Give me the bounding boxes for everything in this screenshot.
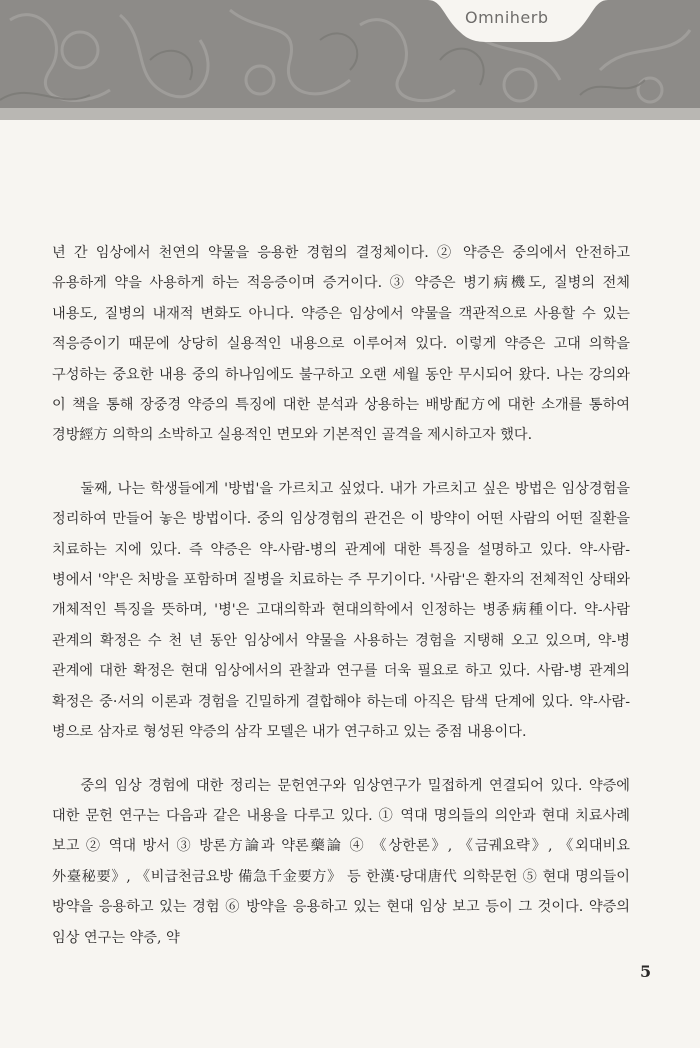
brand-name: Omniherb — [465, 8, 549, 27]
paragraph: 둘째, 나는 학생들에게 '방법'을 가르치고 싶었다. 내가 가르치고 싶은 방법은 임상경험을 정리하여 만들어 놓은 방법이다. 중의 임상경험의 관건은 이 방약이 어떤 사람의 어떤 질환을 치료하는 지에 있다. 즉 약증은 약-사람-병의 관계에 대한 특징을 설명하고 있다. 약-사람-병에서 '약'은 처방을 포함하며 질병을 치료하는 주 무기이다. '사람'은 환자의 전체적인 상태와 개체적인 특징을 뜻하며, '병'은 고대의학과 현대의학에서 인정하는 병종病種이다. 약-사람 관계의 확정은 수 천 년 동안 임상에서 약물을 사용하는 경험을 지탱해 오고 있으며, 약-병 관계에 대한 확정은 현대 임상에서의 관찰과 연구를 더욱 필요로 하고 있다. 사람-병 관계의 확정은 중·서의 이론과 경험을 긴밀하게 결합해야 하는데 아직은 탐색 단계에 있다. 약-사람-병으로 삼자로 형성된 약증의 삼각 모델은 내가 연구하고 있는 중점 내용이다. — [52, 480, 630, 741]
paragraph: 중의 임상 경험에 대한 정리는 문헌연구와 임상연구가 밀접하게 연결되어 있다. 약증에 대한 문헌 연구는 다음과 같은 내용을 다루고 있다. ① 역대 명의들의 의안과 현대 치료사례 보고 ② 역대 방서 ③ 방론方論과 약론藥論 ④ 《상한론》, 《금궤요략》, 《외대비요 外臺秘要》, 《비급천금요방 備急千金要方》 등 한漢·당대唐代 의학문헌 ⑤ 현대 명의들이 방약을 응용하고 있는 경험 ⑥ 방약을 응용하고 있는 현대 임상 보고 등이 그 것이다. 약증의 임상 연구는 약증, 약 — [52, 777, 630, 946]
page-number: 5 — [640, 962, 652, 981]
body-text — [52, 238, 630, 976]
header-light-strip — [0, 108, 700, 120]
paragraph: 년 간 임상에서 천연의 약물을 응용한 경험의 결정체이다. ② 약증은 중의에서 안전하고 유용하게 약을 사용하게 하는 적응증이며 증거이다. ③ 약증은 병기病機도, 질병의 전체 내용도, 질병의 내재적 변화도 아니다. 약증은 임상에서 약물을 객관적으로 사용할 수 있는 적응증이기 때문에 상당히 실용적인 내용으로 이루어져 있다. 이렇게 약증은 고대 의학을 구성하는 중요한 내용 중의 하나임에도 불구하고 오랜 세월 동안 무시되어 왔다. 나는 강의와 이 책을 통해 장중경 약증의 특징에 대한 분석과 상용하는 배방配方에 대한 소개를 통하여 경방經方 의학의 소박하고 실용적인 면모와 기본적인 골격을 제시하고자 했다. — [52, 245, 630, 444]
